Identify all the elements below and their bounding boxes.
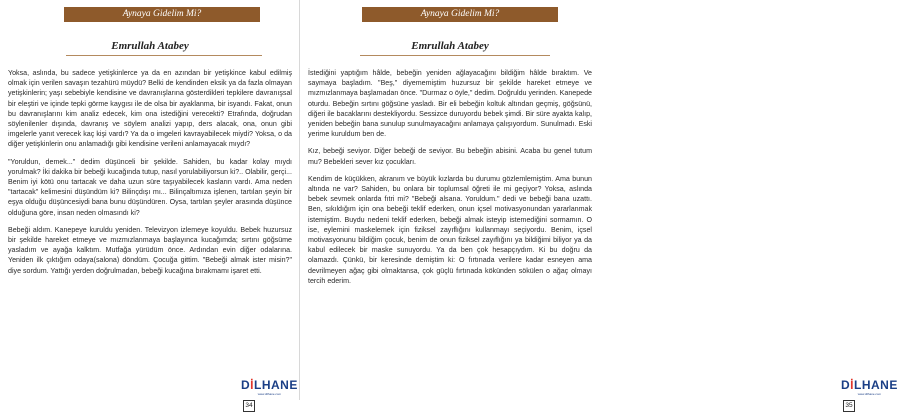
left-page <box>0 0 300 409</box>
paragraph: "Yoruldun, demek..." dedim düşünceli bir şekilde. Sahiden, bu kadar kolay mıydı yorulmak? İki dakika bir bebeği kucağında tutup, nasıl yorulabiliyorsun ki?.. Olabilir, gerçi... Benim iyi kötü onu tartacak ve daha uzun süre taşıyabilecek kasların vardı. Ama neden "tartacak" kelimesini düşündüm ki? Bilinçdışı mı... Bilinçaltımıza işlenen, tartılan şeyin bir eşya olduğu düşüncesiydi bana bunu düşündüren. Oysa, tartılan şeyler arasında düşünce olduğuna göre, insan neden olmasındı ki? <box>8 157 292 217</box>
body-text <box>8 68 292 283</box>
page-footer <box>241 379 299 415</box>
page-number: 34 <box>243 400 255 412</box>
paragraph: Yoksa, aslında, bu sadece yetişkinlerce ya da en azından bir yetişkince kabul edilmiş olmak için verilen savaşın tezahürü müydü? Belki de kendinden eksik ya da fazla olmayan yetişkinlerin; yaşı sebebiyle kendisine ve davranışlarına gösterdikleri tepkilere davranışsal bir eleştiri ve içinde tepki görme kaygısı ile de olsa bir ayaklanma, bir isyandı. Fakat, onun bu davranışlarını kim analiz edecek, kim ona istediğini verecekti? Etrafında, doğrudan söylenilenler dışında, davranış ve söylem analizi yapıp, ders alacak, ona, onun gibi imgelerle yanıt verecek kaç kişi vardı? Ya da o imgeleri kavrayabilecek miydi? Yoksa, o da diğer yetişkinlerin onu anlamadığı gibi kendisine verileni anlamayacak mıydı? <box>8 69 292 149</box>
logo-wordmark: DİLHANE <box>241 378 298 393</box>
paragraph: Kendim de küçükken, akranım ve büyük kızlarda bu durumu gözlemlemiştim. Ama bunun altında ne var? Sahiden, bu onlara bir toplumsal öğreti ile mi geçiyor? Yoksa, aslında bebek sevmek onlarda fıtri mi? "Bebeği alsana. Yoruldum." dedi ve bebeği bana uzattı. Ben, sıkıldığım için ona bebeği teklif ederken, onun içsel motivasyonundan yararlanmak istemiştim. Buydu nedeni teklif ederken, bebeği almak isteyip istemediğini sormamın. O ise, eylemini maskelemek için fiziksel zayıflığını kullanmayı seçiyordu. Benim, içsel motivasyonunu bildiğim çocuk, benim de onun fiziksel zayıflığını ya bildiğimi biliyor ya da kabul edilecek bir maske sunuyordu. Ya da ben çok hesapçıydım. Ki bu doğru da olamazdı. Çünkü, bir keresinde demiştim ki: O fırtınada verilere kadar esneyen ama devrilmeyen ağaç gibi olmaktansa, çok güçlü fırtınada kökünden sökülen o ağaç olmayı tercih ederim. <box>308 174 592 285</box>
paragraph: Kız, bebeği seviyor. Diğer bebeği de seviyor. Bu bebeğin abisini. Acaba bu genel tutum mu? Bebekleri sever kız çocukları. <box>308 147 592 166</box>
publisher-logo <box>241 379 298 396</box>
logo-wordmark: DİLHANE <box>841 378 898 393</box>
page-number: 35 <box>843 400 855 412</box>
title-divider <box>360 55 550 56</box>
logo-subtitle: www.dilhane.com <box>257 392 282 397</box>
paragraph: İstediğini yaptığım hâlde, bebeğin yeniden ağlayacağını bildiğim hâlde bıraktım. Ve saymaya başladım. "Beş," diyememiştim huzursuz bir şekilde hareket etmeye ve mızmızlanmaya başlamadan önce. "Durmaz o öyle," dedim. Doğruldu yerinden. Kanepede oturdu. Bebeğin sırtını göğsüne yasladı. Bir eli bebeğin koltuk altından geçmiş, göğsünü, diğeri ile bacaklarını destekliyordu. Sessizce duruyordu bebek şimdi. Bir süre ayakta kalıp, yeniden bebeğin bana sunulup sunulmayacağını anlamaya çalışıyordum. Sunulmadı. Eski yerime kuruldum ben de. <box>308 69 592 139</box>
right-page <box>300 0 898 409</box>
book-title-banner: Aynaya Gidelim Mi? <box>64 7 260 22</box>
book-title-banner: Aynaya Gidelim Mi? <box>362 7 558 22</box>
publisher-logo <box>841 379 898 396</box>
logo-subtitle: www.dilhane.com <box>857 392 882 397</box>
author-name: Emrullah Atabey <box>111 40 189 52</box>
paragraph: Bebeği aldım. Kanepeye kuruldu yeniden. Televizyon izlemeye koyuldu. Bebek huzursuz bir şekilde hareket etmeye ve mızmızlanmaya başlayınca kucağımda; sırtını göğsüme yasladım ve ayağa kalktım. Mutfağa yürüdüm önce. Ardından evin diğer odalarına. Yeniden ilk çıktığım odaya(salona) döndüm. Çocuğa gittim. "Bebeği almak ister misin?" diye sordum. Yattığı yerden doğrulmadan, bebeği kucağına bırakmamı işaret etti. <box>8 225 292 275</box>
page-footer <box>841 379 898 415</box>
body-text <box>308 68 592 293</box>
author-name: Emrullah Atabey <box>411 40 489 52</box>
title-divider <box>66 55 262 56</box>
